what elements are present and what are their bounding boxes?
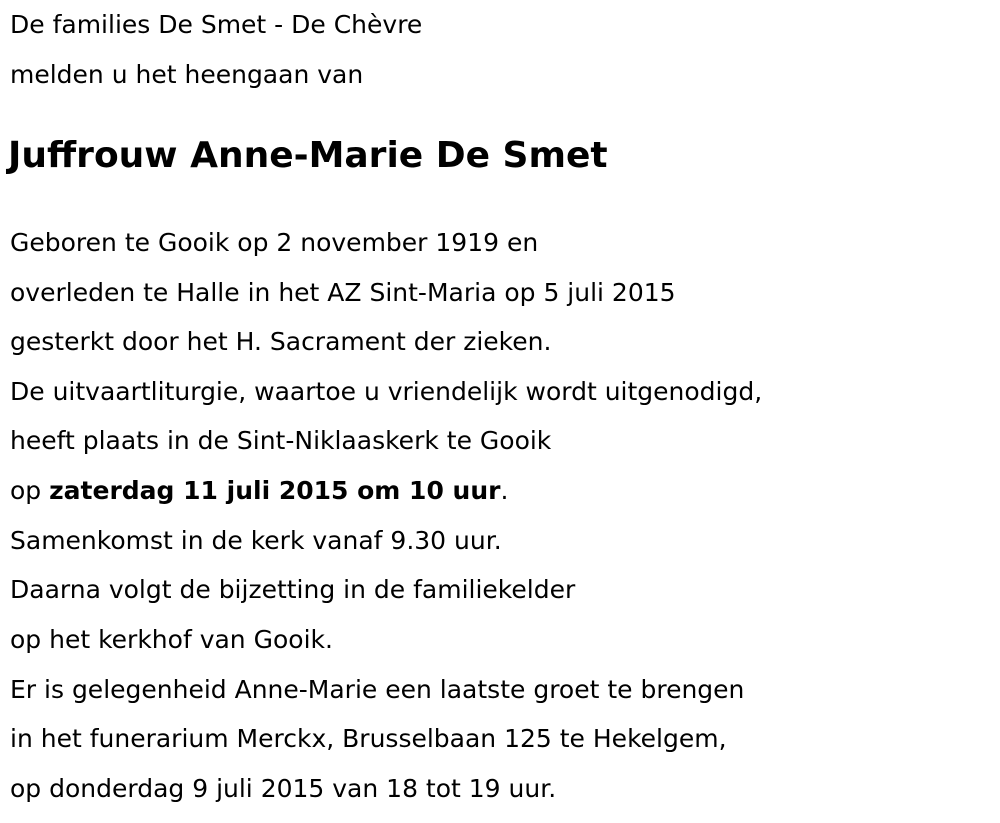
sacrament-line: gesterkt door het H. Sacrament der zieken.	[10, 327, 552, 356]
liturgy-invite-line: De uitvaartliturgie, waartoe u vriendelijk wordt uitgenodigd,	[10, 377, 763, 406]
visitation-line: op donderdag 9 juli 2015 van 18 tot 19 uur.	[10, 774, 557, 803]
intro-announcement: melden u het heengaan van	[10, 60, 364, 89]
funeral-home-line: in het funerarium Merckx, Brusselbaan 125 te Hekelgem,	[10, 724, 727, 753]
birth-line: Geboren te Gooik op 2 november 1919 en	[10, 228, 539, 257]
funeral-date-prefix: op	[10, 476, 50, 505]
intro-families: De families De Smet - De Chèvre	[10, 10, 423, 39]
cemetery-line: op het kerkhof van Gooik.	[10, 625, 333, 654]
gathering-line: Samenkomst in de kerk vanaf 9.30 uur.	[10, 526, 502, 555]
burial-line: Daarna volgt de bijzetting in de familiekelder	[10, 575, 576, 604]
funeral-date-line	[10, 478, 508, 503]
deceased-name-heading: Juffrouw Anne-Marie De Smet	[8, 135, 608, 176]
church-line: heeft plaats in de Sint-Niklaaskerk te Gooik	[10, 426, 552, 455]
funeral-date-suffix: .	[500, 476, 509, 505]
death-line: overleden te Halle in het AZ Sint-Maria op 5 juli 2015	[10, 278, 676, 307]
farewell-line: Er is gelegenheid Anne-Marie een laatste groet te brengen	[10, 675, 745, 704]
funeral-date-bold: zaterdag 11 juli 2015 om 10 uur	[49, 476, 501, 505]
